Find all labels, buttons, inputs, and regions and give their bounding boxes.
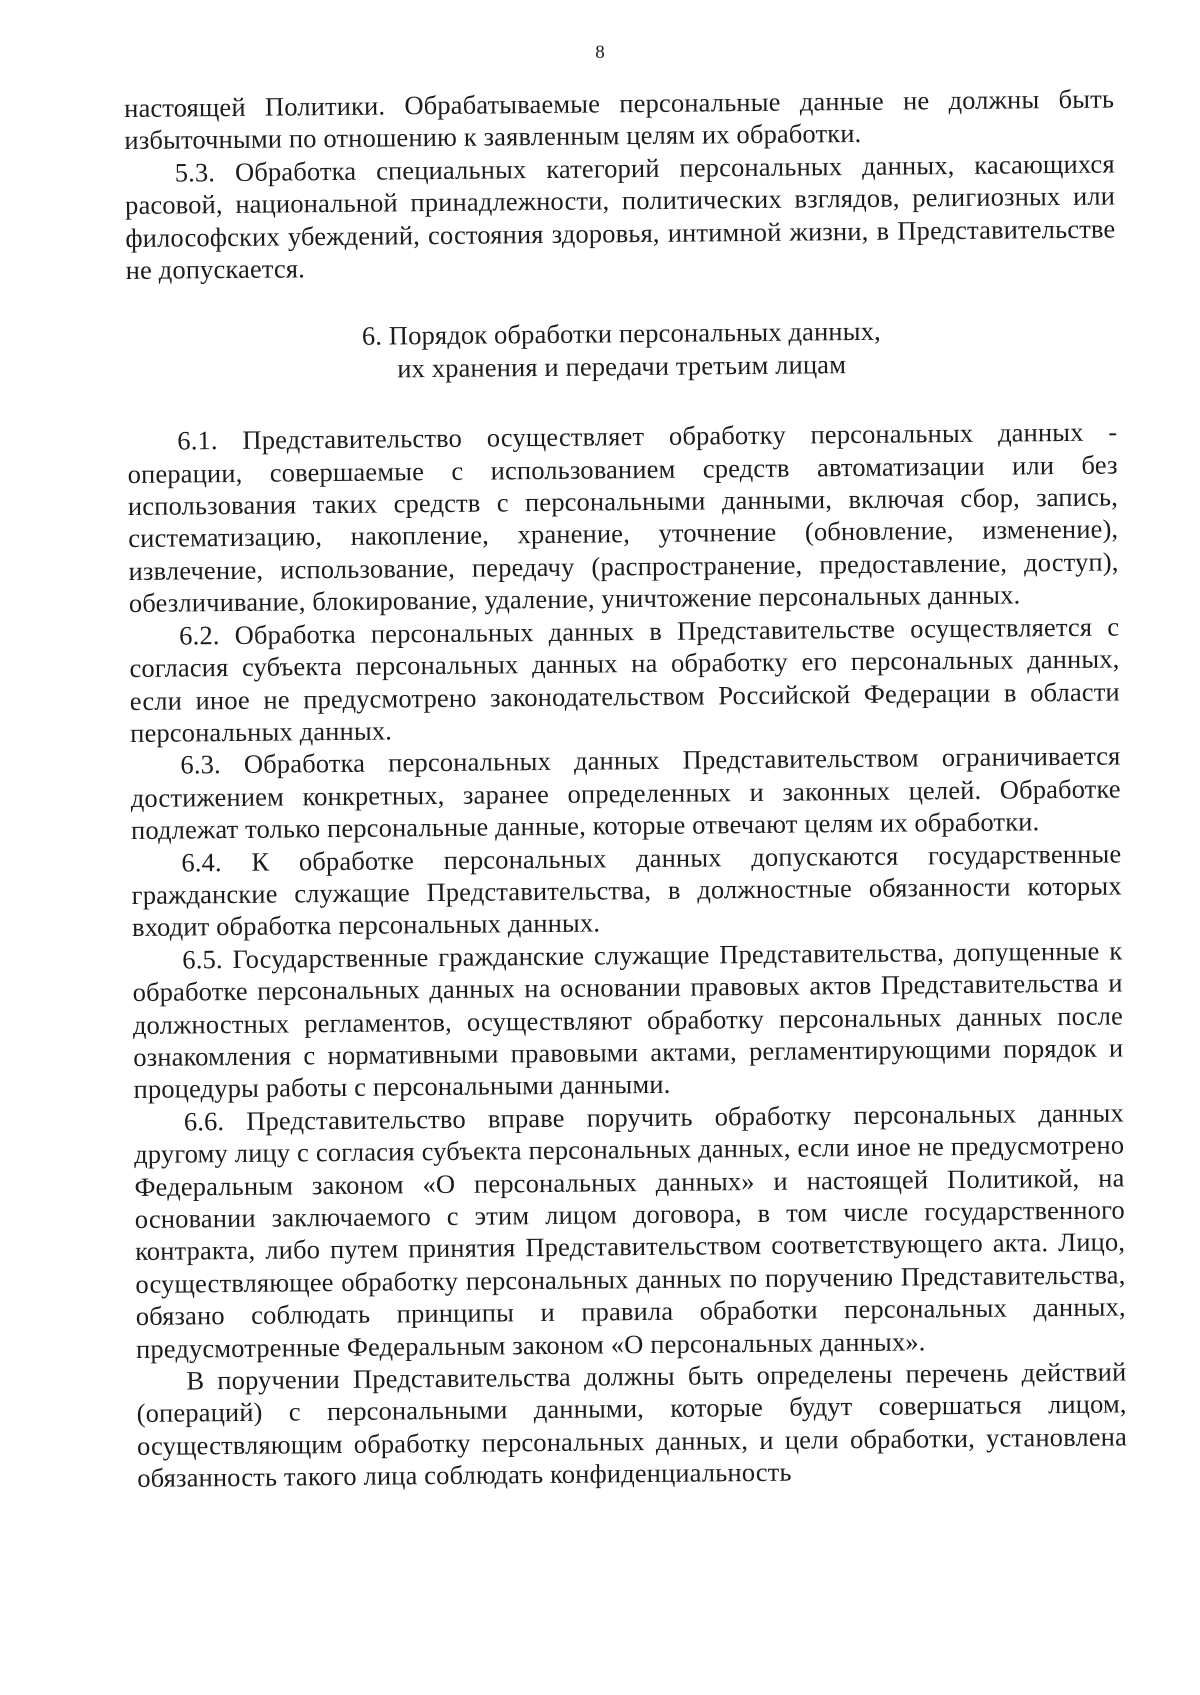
page-number: 8 [595, 42, 605, 63]
paragraph-6-2: 6.2. Обработка персональных данных в Представительстве осуществляется с согласия субъекта персональных данных на обработку его персональных данных, если иное не предусмотрено законодательством Российской Федерации в области персональных данных. [129, 611, 1120, 748]
section-6-heading [126, 313, 1117, 387]
paragraph-6-1: 6.1. Представительство осуществляет обработку персональных данных - операции, совершаемые с использованием средств автоматизации или без использования таких средств с персональными данными, включая сбор, запись, систематизацию, накопление, хранение, уточнение (обновление, изменение), извлечение, использование, передачу (распространение, предоставление, доступ), обезличивание, блокирование, удаление, уничтожение персональных данных. [127, 416, 1119, 619]
document-body [124, 82, 1127, 1494]
section-6-heading-line-2: их хранения и передачи третьим лицам [397, 348, 847, 384]
paragraph-6-3: 6.3. Обработка персональных данных Представительством ограничивается достижением конкретных, заранее определенных и законных целей. Обработке подлежат только персональные данные, которые отвечают целям их обработки. [130, 740, 1121, 846]
paragraph-6-6-continued: В поручении Представительства должны быть определены перечень действий (операций) с персональными данными, которые будут совершаться лицом, осуществляющим обработку персональных данных, и цели обработки, установлена обязанность такого лица соблюдать конфиденциальность [136, 1356, 1128, 1494]
paragraph-6-6: 6.6. Представительство вправе поручить обработку персональных данных другому лицу с согласия субъекта персональных данных, если иное не предусмотрено Федеральным законом «О персональных данных» и настоящей Политикой, на основании заключаемого с этим лицом договора, в том числе государственного контракта, либо путем принятия Представительством соответствующего акта. Лицо, осуществляющее обработку персональных данных по поручению Представительства, обязано соблюдать принципы и правила обработки персональных данных, предусмотренные Федеральным законом «О персональных данных». [134, 1097, 1126, 1364]
section-6-heading-line-1: 6. Порядок обработки персональных данных, [361, 316, 881, 352]
paragraph-5-2-continuation: настоящей Политики. Обрабатываемые персональные данные не должны быть избыточными по отношению к заявленным целям их обработки. [124, 83, 1115, 156]
paragraph-6-4: 6.4. К обработке персональных данных допускаются государственные гражданские служащие Представительства, в должностные обязанности которых входит обработка персональных данных. [131, 837, 1122, 943]
paragraph-6-5: 6.5. Государственные гражданские служащие Представительства, допущенные к обработке персональных данных на основании правовых актов Представительства и должностных регламентов, осуществляют обработку персональных данных после ознакомления с нормативными правовыми актами, регламентирующими порядок и процедуры работы с персональными данными. [132, 935, 1124, 1105]
paragraph-5-3: 5.3. Обработка специальных категорий персональных данных, касающихся расовой, национальной принадлежности, политических взглядов, религиозных или философских убеждений, состояния здоровья, интимной жизни, в Представительстве не допускается. [124, 148, 1116, 286]
